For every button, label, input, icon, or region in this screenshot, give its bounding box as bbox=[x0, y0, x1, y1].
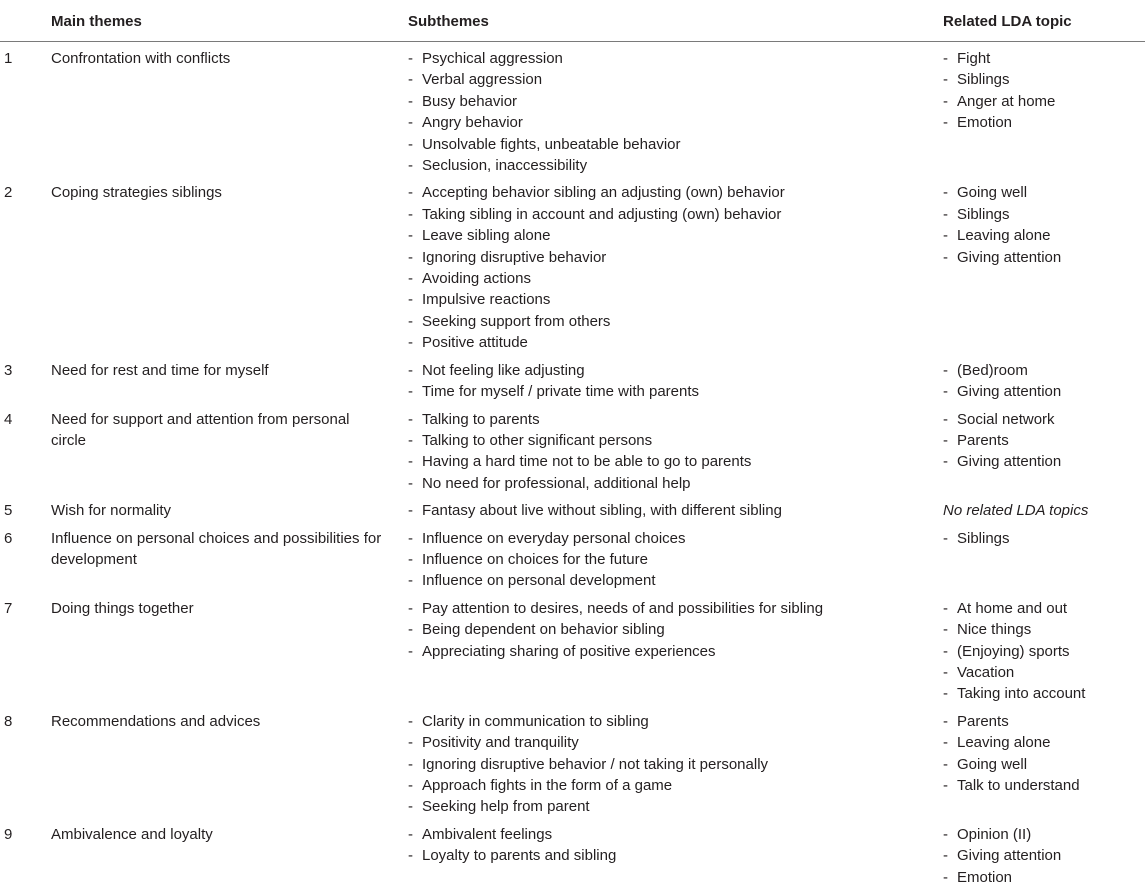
lda-topic-item: - Vacation bbox=[943, 662, 1145, 683]
lda-topic-item: - Nice things bbox=[943, 619, 1145, 640]
lda-topic-item: - Giving attention bbox=[943, 247, 1145, 268]
subthemes-list bbox=[408, 824, 943, 867]
subthemes-list bbox=[408, 711, 943, 818]
subthemes-list bbox=[408, 360, 943, 403]
lda-topic-item: - Talk to understand bbox=[943, 775, 1145, 796]
lda-cell bbox=[943, 494, 1145, 521]
lda-topic-item: - (Enjoying) sports bbox=[943, 641, 1145, 662]
lda-topic-list bbox=[943, 528, 1145, 549]
subtheme-item: - Fantasy about live without sibling, with different sibling bbox=[408, 500, 943, 521]
subtheme-item: - Taking sibling in account and adjusting (own) behavior bbox=[408, 204, 943, 225]
row-number: 8 bbox=[0, 705, 51, 818]
lda-topic-item: - Parents bbox=[943, 711, 1145, 732]
subthemes-cell bbox=[408, 705, 943, 818]
lda-topic-list bbox=[943, 711, 1145, 797]
table-row bbox=[0, 705, 1145, 818]
subtheme-item: - Influence on everyday personal choices bbox=[408, 528, 943, 549]
lda-topic-list bbox=[943, 409, 1145, 473]
lda-topic-item: - Giving attention bbox=[943, 451, 1145, 472]
subtheme-item: - Time for myself / private time with parents bbox=[408, 381, 943, 402]
subtheme-item: - Seclusion, inaccessibility bbox=[408, 155, 943, 176]
subthemes-cell bbox=[408, 592, 943, 705]
main-theme: Influence on personal choices and possibilities for development bbox=[51, 522, 408, 592]
lda-topic-item: - Taking into account bbox=[943, 683, 1145, 704]
lda-topic-list bbox=[943, 360, 1145, 403]
row-number: 7 bbox=[0, 592, 51, 705]
subtheme-item: - Busy behavior bbox=[408, 91, 943, 112]
subtheme-item: - Avoiding actions bbox=[408, 268, 943, 289]
main-theme: Need for support and attention from personal circle bbox=[51, 403, 408, 495]
lda-note: No related LDA topics bbox=[943, 502, 1088, 519]
subthemes-list bbox=[408, 598, 943, 662]
header-related-lda-topic: Related LDA topic bbox=[943, 0, 1145, 42]
table-row bbox=[0, 403, 1145, 495]
subtheme-item: - Leave sibling alone bbox=[408, 225, 943, 246]
subtheme-item: - Verbal aggression bbox=[408, 69, 943, 90]
subthemes-cell bbox=[408, 522, 943, 592]
subtheme-item: - Accepting behavior sibling an adjusting (own) behavior bbox=[408, 182, 943, 203]
subtheme-item: - Ignoring disruptive behavior / not taking it personally bbox=[408, 754, 943, 775]
lda-cell bbox=[943, 42, 1145, 177]
subtheme-item: - Influence on choices for the future bbox=[408, 549, 943, 570]
lda-topic-item: - Siblings bbox=[943, 69, 1145, 90]
main-theme: Coping strategies siblings bbox=[51, 176, 408, 353]
table-row bbox=[0, 42, 1145, 177]
lda-topic-item: - Emotion bbox=[943, 867, 1145, 888]
subthemes-list bbox=[408, 182, 943, 353]
subtheme-item: - Angry behavior bbox=[408, 112, 943, 133]
subtheme-item: - Unsolvable fights, unbeatable behavior bbox=[408, 134, 943, 155]
lda-topic-item: - Going well bbox=[943, 182, 1145, 203]
subtheme-item: - Ignoring disruptive behavior bbox=[408, 247, 943, 268]
lda-topic-item: - Siblings bbox=[943, 204, 1145, 225]
table-row bbox=[0, 522, 1145, 592]
lda-topic-item: - Emotion bbox=[943, 112, 1145, 133]
lda-cell bbox=[943, 592, 1145, 705]
subtheme-item: - Having a hard time not to be able to go to parents bbox=[408, 451, 943, 472]
lda-topic-item: - Going well bbox=[943, 754, 1145, 775]
lda-topic-item: - Anger at home bbox=[943, 91, 1145, 112]
table-row bbox=[0, 818, 1145, 888]
row-number: 6 bbox=[0, 522, 51, 592]
row-number: 4 bbox=[0, 403, 51, 495]
subtheme-item: - Positivity and tranquility bbox=[408, 732, 943, 753]
lda-topic-item: - Leaving alone bbox=[943, 225, 1145, 246]
subtheme-item: - Seeking support from others bbox=[408, 311, 943, 332]
lda-cell bbox=[943, 403, 1145, 495]
subtheme-item: - Being dependent on behavior sibling bbox=[408, 619, 943, 640]
main-theme: Doing things together bbox=[51, 592, 408, 705]
table-body bbox=[0, 42, 1145, 888]
lda-cell bbox=[943, 522, 1145, 592]
main-theme: Recommendations and advices bbox=[51, 705, 408, 818]
lda-topic-item: - Giving attention bbox=[943, 381, 1145, 402]
subtheme-item: - Ambivalent feelings bbox=[408, 824, 943, 845]
header-row bbox=[0, 0, 1145, 42]
main-theme: Ambivalence and loyalty bbox=[51, 818, 408, 888]
table-row bbox=[0, 176, 1145, 353]
subthemes-list bbox=[408, 500, 943, 521]
subtheme-item: - Appreciating sharing of positive experiences bbox=[408, 641, 943, 662]
row-number: 3 bbox=[0, 354, 51, 403]
subthemes-cell bbox=[408, 176, 943, 353]
subthemes-cell bbox=[408, 494, 943, 521]
lda-topic-list bbox=[943, 824, 1145, 888]
subthemes-list bbox=[408, 409, 943, 495]
subtheme-item: - Positive attitude bbox=[408, 332, 943, 353]
subtheme-item: - No need for professional, additional help bbox=[408, 473, 943, 494]
subtheme-item: - Impulsive reactions bbox=[408, 289, 943, 310]
subtheme-item: - Pay attention to desires, needs of and possibilities for sibling bbox=[408, 598, 943, 619]
subthemes-list bbox=[408, 528, 943, 592]
subtheme-item: - Talking to parents bbox=[408, 409, 943, 430]
subtheme-item: - Approach fights in the form of a game bbox=[408, 775, 943, 796]
subtheme-item: - Loyalty to parents and sibling bbox=[408, 845, 943, 866]
lda-topic-item: - Parents bbox=[943, 430, 1145, 451]
subtheme-item: - Not feeling like adjusting bbox=[408, 360, 943, 381]
lda-topic-item: - (Bed)room bbox=[943, 360, 1145, 381]
row-number: 9 bbox=[0, 818, 51, 888]
lda-cell bbox=[943, 354, 1145, 403]
table-row bbox=[0, 494, 1145, 521]
lda-topic-item: - Leaving alone bbox=[943, 732, 1145, 753]
lda-cell bbox=[943, 818, 1145, 888]
lda-cell bbox=[943, 705, 1145, 818]
subthemes-list bbox=[408, 48, 943, 176]
lda-topic-item: - Social network bbox=[943, 409, 1145, 430]
row-number: 1 bbox=[0, 42, 51, 177]
subtheme-item: - Influence on personal development bbox=[408, 570, 943, 591]
main-theme: Wish for normality bbox=[51, 494, 408, 521]
row-number: 5 bbox=[0, 494, 51, 521]
subthemes-cell bbox=[408, 818, 943, 888]
subtheme-item: - Talking to other significant persons bbox=[408, 430, 943, 451]
header-subthemes: Subthemes bbox=[408, 0, 943, 42]
subthemes-cell bbox=[408, 42, 943, 177]
subthemes-cell bbox=[408, 354, 943, 403]
lda-cell bbox=[943, 176, 1145, 353]
lda-topic-item: - At home and out bbox=[943, 598, 1145, 619]
lda-topic-item: - Siblings bbox=[943, 528, 1145, 549]
main-theme: Confrontation with conflicts bbox=[51, 42, 408, 177]
lda-topic-list bbox=[943, 48, 1145, 134]
table-row bbox=[0, 354, 1145, 403]
lda-topic-list bbox=[943, 598, 1145, 705]
subtheme-item: - Psychical aggression bbox=[408, 48, 943, 69]
subtheme-item: - Clarity in communication to sibling bbox=[408, 711, 943, 732]
lda-topic-item: - Opinion (II) bbox=[943, 824, 1145, 845]
lda-topic-list bbox=[943, 182, 1145, 268]
lda-topic-item: - Fight bbox=[943, 48, 1145, 69]
header-number bbox=[0, 0, 51, 42]
main-theme: Need for rest and time for myself bbox=[51, 354, 408, 403]
subthemes-cell bbox=[408, 403, 943, 495]
lda-topic-item: - Giving attention bbox=[943, 845, 1145, 866]
header-main-themes: Main themes bbox=[51, 0, 408, 42]
subtheme-item: - Seeking help from parent bbox=[408, 796, 943, 817]
table-row bbox=[0, 592, 1145, 705]
row-number: 2 bbox=[0, 176, 51, 353]
